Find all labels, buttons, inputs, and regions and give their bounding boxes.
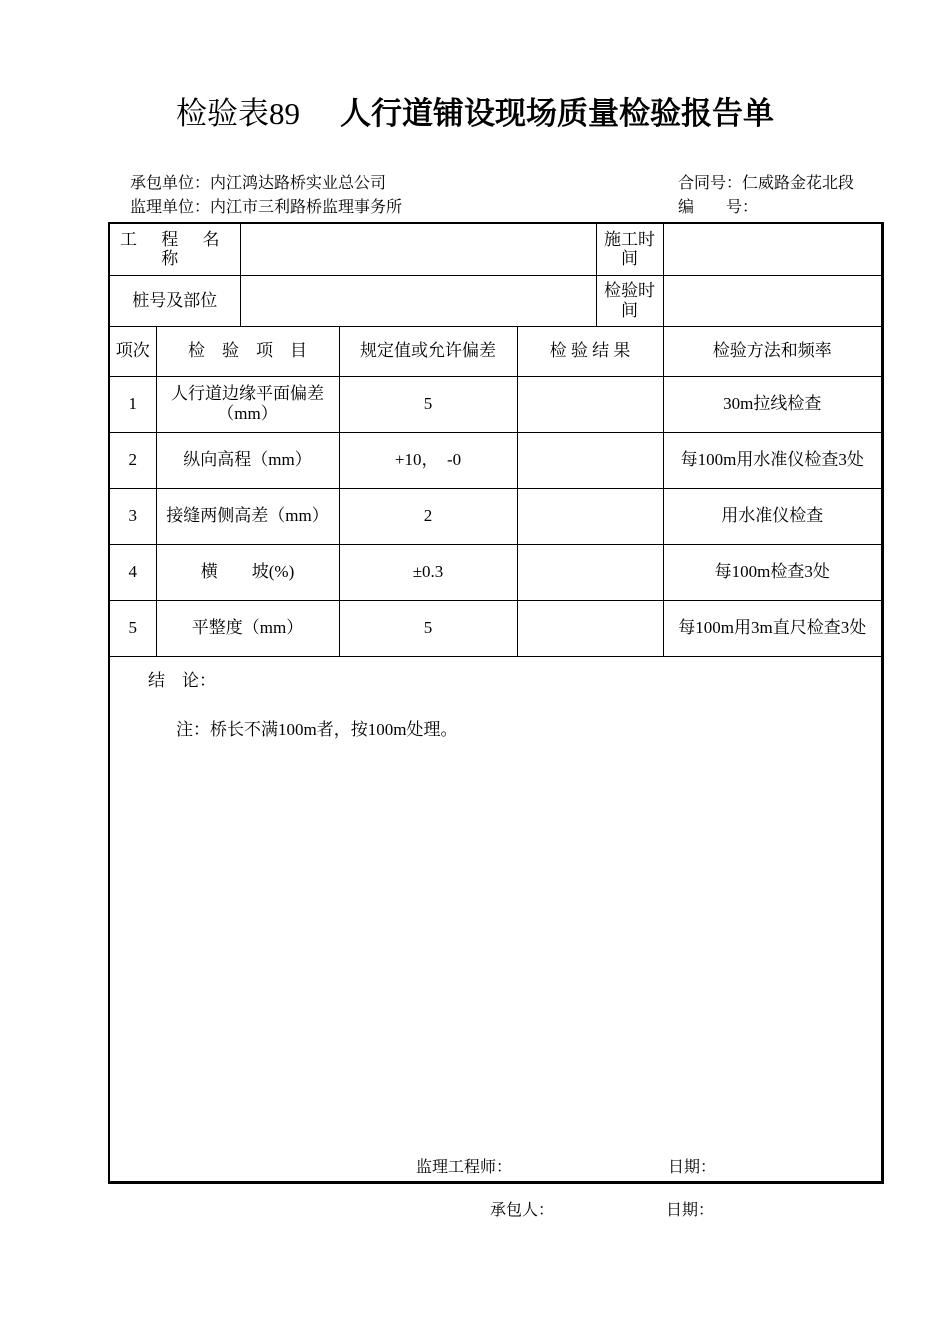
row-method: 每100m用3m直尺检查3处 [663, 600, 881, 656]
row-no: 3 [110, 488, 156, 544]
conclusion-label: 结 论： [148, 671, 216, 690]
contractor-unit: 承包单位：内江鸿达路桥实业总公司 [130, 175, 387, 192]
table-row [110, 488, 881, 544]
project-name-value [240, 224, 596, 275]
row-item: 人行道边缘平面偏差（mm） [156, 376, 339, 432]
row-result [517, 376, 663, 432]
project-name-label: 工 程 名 称 [110, 224, 240, 275]
row-item: 横 坡(%) [156, 544, 339, 600]
row-item: 纵向高程（mm） [156, 432, 339, 488]
row-item: 平整度（mm） [156, 600, 339, 656]
table-row [110, 544, 881, 600]
engineer-date: 日期： [668, 1159, 717, 1176]
page-title [0, 88, 950, 133]
col-header-item: 检 验 项 目 [156, 326, 339, 376]
station-label: 桩号及部位 [110, 275, 240, 326]
conclusion-note: 注：桥长不满100m者，按100m处理。 [176, 720, 458, 739]
construction-time-label: 施工时间 [596, 224, 663, 275]
col-header-result: 检 验 结 果 [517, 326, 663, 376]
construction-time-value [663, 224, 881, 275]
info-row-project [110, 224, 881, 275]
row-result [517, 544, 663, 600]
row-result [517, 488, 663, 544]
row-no: 4 [110, 544, 156, 600]
row-result [517, 432, 663, 488]
engineer-signature: 监理工程师： [416, 1159, 513, 1176]
row-method: 每100m用水准仪检查3处 [663, 432, 881, 488]
col-header-method: 检验方法和频率 [663, 326, 881, 376]
form-code: 检验表89 [176, 96, 300, 131]
table-row [110, 600, 881, 656]
supervisor-unit: 监理单位：内江市三利路桥监理事务所 [130, 199, 403, 216]
table-header [110, 326, 881, 376]
row-spec: ±0.3 [339, 544, 517, 600]
row-spec: 5 [339, 376, 517, 432]
row-spec: 2 [339, 488, 517, 544]
station-value [240, 275, 596, 326]
table-row [110, 376, 881, 432]
info-row-station [110, 275, 881, 326]
contractor-signature: 承包人： [490, 1202, 555, 1219]
inspection-form [108, 222, 884, 1184]
col-header-spec: 规定值或允许偏差 [339, 326, 517, 376]
contractor-date: 日期： [666, 1202, 715, 1219]
row-spec: +10， -0 [339, 432, 517, 488]
row-method: 30m拉线检查 [663, 376, 881, 432]
col-header-no: 项次 [110, 326, 156, 376]
row-result [517, 600, 663, 656]
inspection-time-value [663, 275, 881, 326]
row-no: 2 [110, 432, 156, 488]
serial-number: 编 号： [678, 199, 759, 216]
row-item: 接缝两侧高差（mm） [156, 488, 339, 544]
row-method: 用水准仪检查 [663, 488, 881, 544]
inspection-time-label: 检验时间 [596, 275, 663, 326]
form-title: 人行道铺设现场质量检验报告单 [340, 96, 774, 131]
inspection-table [110, 224, 881, 657]
row-no: 1 [110, 376, 156, 432]
row-no: 5 [110, 600, 156, 656]
contract-number: 合同号：仁威路金花北段 [678, 175, 855, 192]
row-method: 每100m检查3处 [663, 544, 881, 600]
table-row [110, 432, 881, 488]
row-spec: 5 [339, 600, 517, 656]
